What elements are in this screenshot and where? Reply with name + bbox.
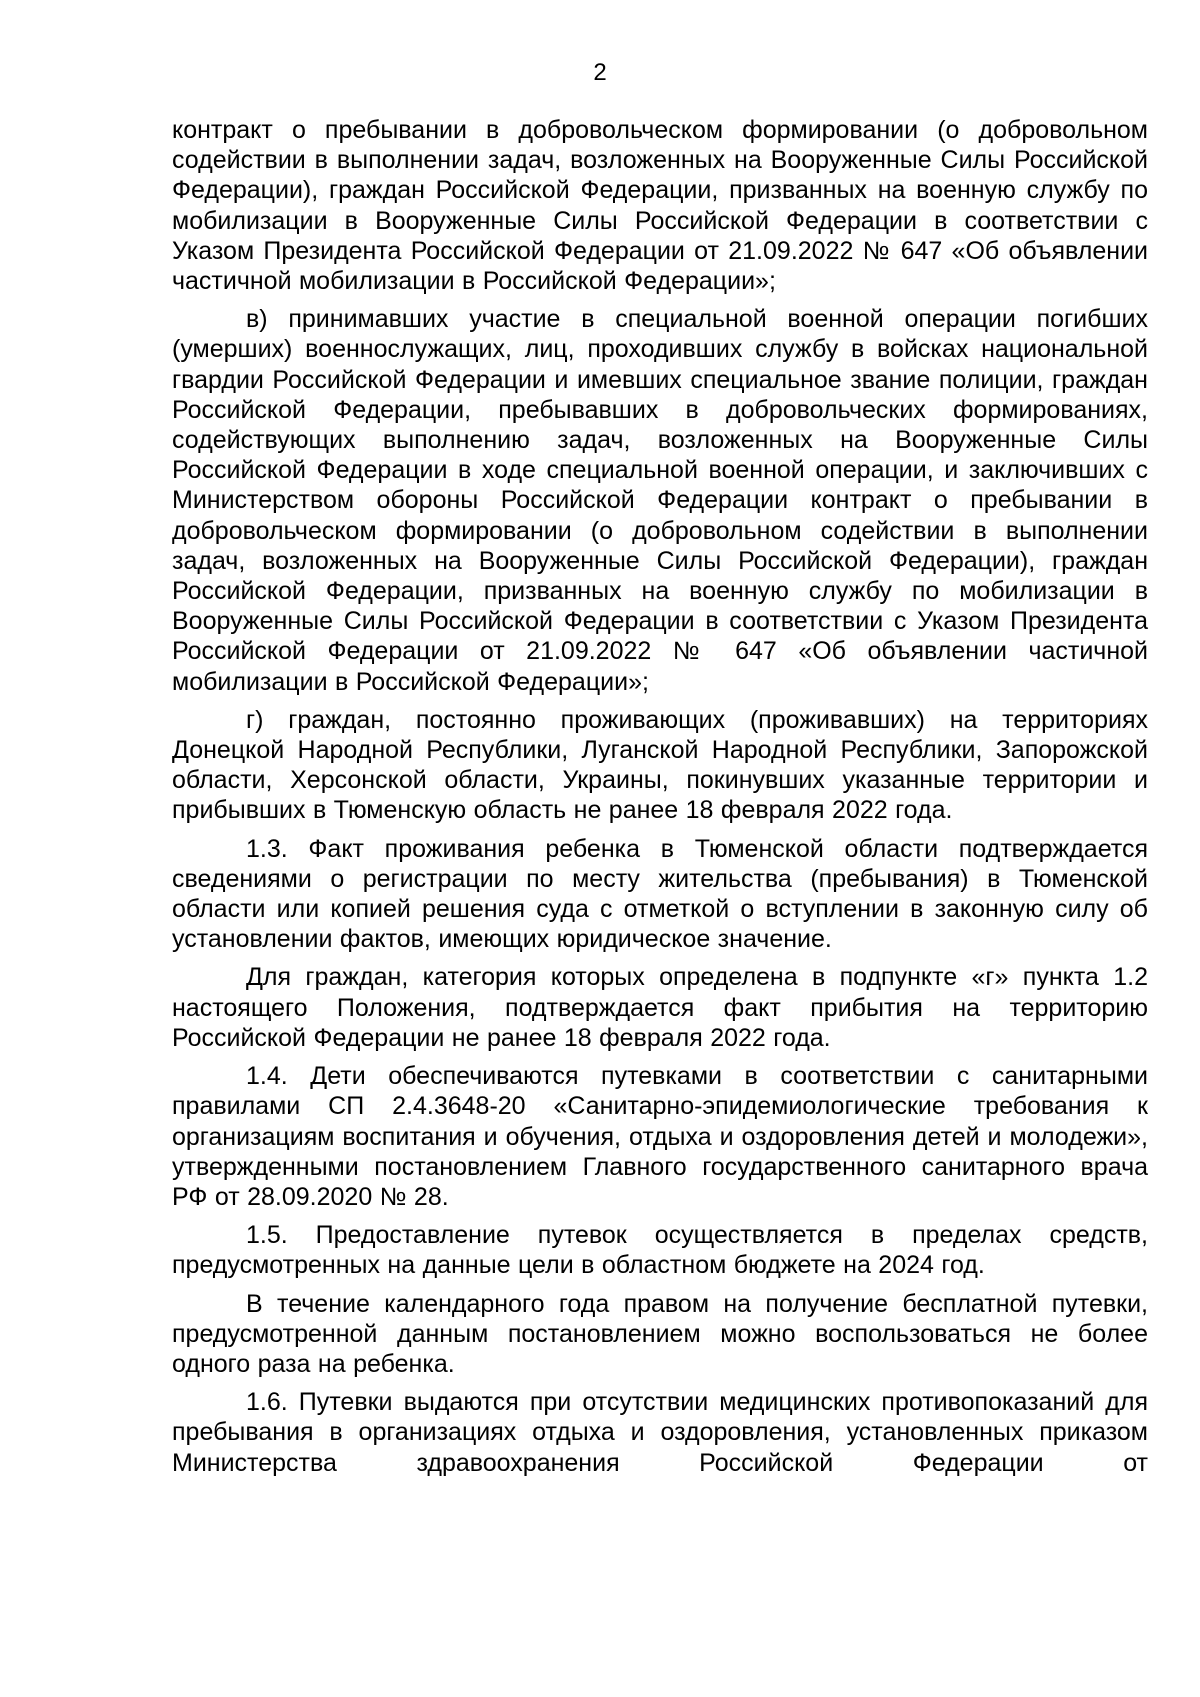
paragraph-1-3-citizens: Для граждан, категория которых определена в подпункте «г» пункта 1.2 настоящего Положения, подтверждается факт прибытия на территорию Российской Федерации не ранее 18 февраля 2022 года. bbox=[172, 963, 1148, 1052]
paragraph-1-5: 1.5. Предоставление путевок осуществляется в пределах средств, предусмотренных на данные цели в областном бюджете на 2024 год. bbox=[172, 1221, 1148, 1280]
paragraph-1-5-limit: В течение календарного года правом на получение бесплатной путевки, предусмотренной данным постановлением можно воспользоваться не более одного раза на ребенка. bbox=[172, 1289, 1148, 1378]
paragraph-1-4: 1.4. Дети обеспечиваются путевками в соответствии с санитарными правилами СП 2.4.3648-20 «Санитарно-эпидемиологические требования к организациям воспитания и обучения, отдыха и оздоровления детей и молодежи», утвержденными постановлением Главного государственного санитарного врача РФ от 28.09.2020 № 28. bbox=[172, 1062, 1148, 1211]
paragraph-1-3: 1.3. Факт проживания ребенка в Тюменской области подтверждается сведениями о регистрации по месту жительства (пребывания) в Тюменской области или копией решения суда с отметкой о вступлении в законную силу об установлении фактов, имеющих юридическое значение. bbox=[172, 834, 1148, 954]
paragraph-1-6: 1.6. Путевки выдаются при отсутствии медицинских противопоказаний для пребывания в организациях отдыха и оздоровления, установленных приказом Министерства здравоохранения Российской Федерации от bbox=[172, 1388, 1148, 1477]
paragraph-subitem-v: в) принимавших участие в специальной военной операции погибших (умерших) военнослужащих, лиц, проходивших службу в войсках национальной гвардии Российской Федерации и имевших специальное звание полиции, граждан Российской Федерации, пребывавших в добровольческих формированиях, содействующих выполнению задач, возложенных на Вооруженные Силы Российской Федерации в ходе специальной военной операции, и заключивших с Министерством обороны Российской Федерации контракт о пребывании в добровольческом формировании (о добровольном содействии в выполнении задач, возложенных на Вооруженные Силы Российской Федерации), граждан Российской Федерации, призванных на военную службу по мобилизации в Вооруженные Силы Российской Федерации в соответствии с Указом Президента Российской Федерации от 21.09.2022 № 647 «Об объявлении частичной мобилизации в Российской Федерации»; bbox=[172, 305, 1148, 696]
paragraph-continuation: контракт о пребывании в добровольческом формировании (о добровольном содействии в выполнении задач, возложенных на Вооруженные Силы Российской Федерации), граждан Российской Федерации, призванных на военную службу по мобилизации в Вооруженные Силы Российской Федерации в соответствии с Указом Президента Российской Федерации от 21.09.2022 № 647 «Об объявлении частичной мобилизации в Российской Федерации»; bbox=[172, 116, 1148, 296]
document-body bbox=[172, 115, 1148, 1486]
page-number: 2 bbox=[593, 59, 607, 86]
paragraph-subitem-g: г) граждан, постоянно проживающих (проживавших) на территориях Донецкой Народной Республики, Луганской Народной Республики, Запорожской области, Херсонской области, Украины, покинувших указанные территории и прибывших в Тюменскую область не ранее 18 февраля 2022 года. bbox=[172, 705, 1148, 825]
